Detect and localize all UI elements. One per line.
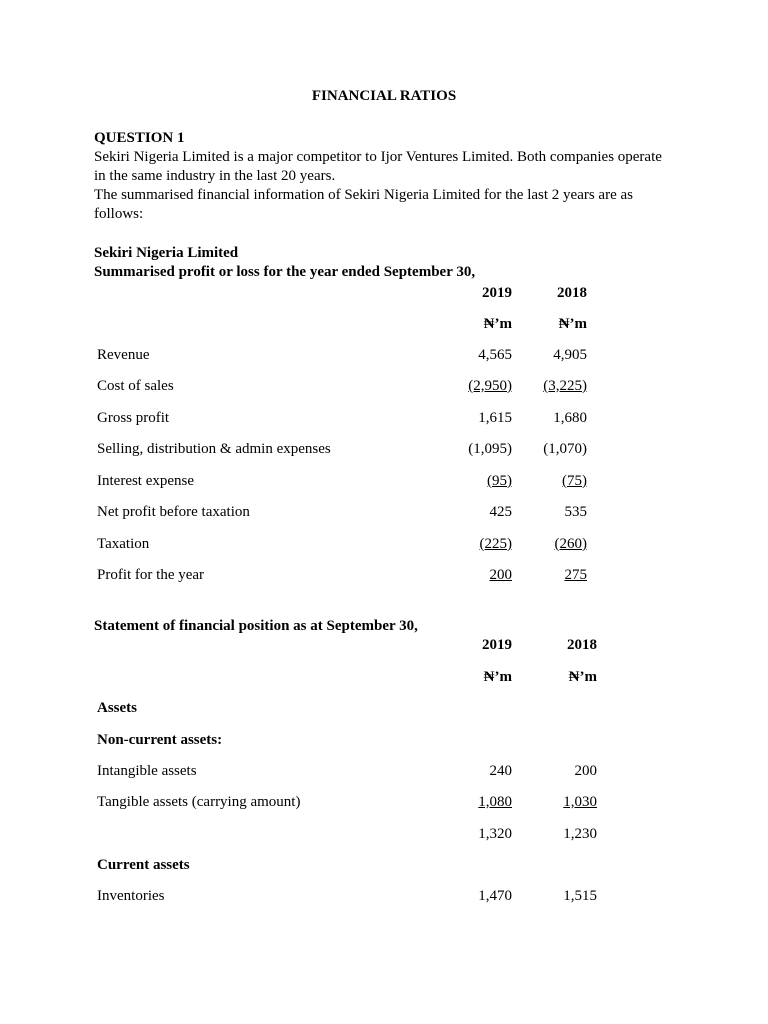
row-label: Tangible assets (carrying amount) [97,794,301,810]
sfp-year-2018: 2018 [567,637,597,653]
row-label: Gross profit [97,410,170,426]
row-label: Profit for the year [97,567,205,583]
value-2018: 200 [574,763,597,779]
row-label: Net profit before taxation [97,504,250,520]
value-2019: 1,470 [478,888,512,904]
row-label: Inventories [97,888,165,904]
question-heading: QUESTION 1 [94,130,185,146]
pl-year-2019: 2019 [482,285,512,301]
pl-unit-2018: ₦’m [558,316,587,332]
question-paragraph-1: Sekiri Nigeria Limited is a major competitor to Ijor Ventures Limited. Both companies operate in the same industry in the last 20 years. [94,149,662,184]
sfp-heading: Statement of financial position as at September 30, [94,618,418,634]
pl-year-2018: 2018 [557,285,587,301]
value-2019: 4,565 [478,347,512,363]
value-2019: 1,615 [478,410,512,426]
question-paragraph-2: The summarised financial information of Sekiri Nigeria Limited for the last 2 years are as follows: [94,187,633,222]
value-2019: (95) [487,473,512,489]
sfp-year-2019: 2019 [482,637,512,653]
value-2018: 535 [564,504,587,520]
row-label: Selling, distribution & admin expenses [97,441,331,457]
value-2018: (3,225) [543,378,587,394]
value-2018: 1,680 [553,410,587,426]
value-2019: 1,080 [478,794,512,810]
row-label: Intangible assets [97,763,197,779]
value-2019: (2,950) [468,378,512,394]
assets-label: Assets [97,700,137,716]
row-label: Cost of sales [97,378,174,394]
row-label: Taxation [97,536,150,552]
page-title: FINANCIAL RATIOS [311,88,457,104]
value-2018: 1,030 [563,794,597,810]
noncurrent-assets-label: Non-current assets: [97,732,223,748]
value-2018: 4,905 [553,347,587,363]
value-2018: (260) [554,536,587,552]
value-2018: 1,515 [563,888,597,904]
value-2019: (1,095) [468,441,512,457]
value-2018: 275 [564,567,587,583]
sfp-unit-2018: ₦’m [568,669,597,685]
value-2019: 200 [489,567,512,583]
pl-heading: Summarised profit or loss for the year ended September 30, [94,264,476,280]
sfp-unit-2019: ₦’m [483,669,512,685]
value-2019: 1,320 [478,826,512,842]
value-2019: 240 [489,763,512,779]
value-2019: 425 [489,504,512,520]
company-name: Sekiri Nigeria Limited [94,245,239,261]
row-label: Interest expense [97,473,195,489]
value-2018: 1,230 [563,826,597,842]
value-2019: (225) [479,536,512,552]
row-label: Revenue [97,347,150,363]
pl-unit-2019: ₦’m [483,316,512,332]
value-2018: (1,070) [543,441,587,457]
value-2018: (75) [562,473,587,489]
current-assets-label: Current assets [97,857,190,873]
